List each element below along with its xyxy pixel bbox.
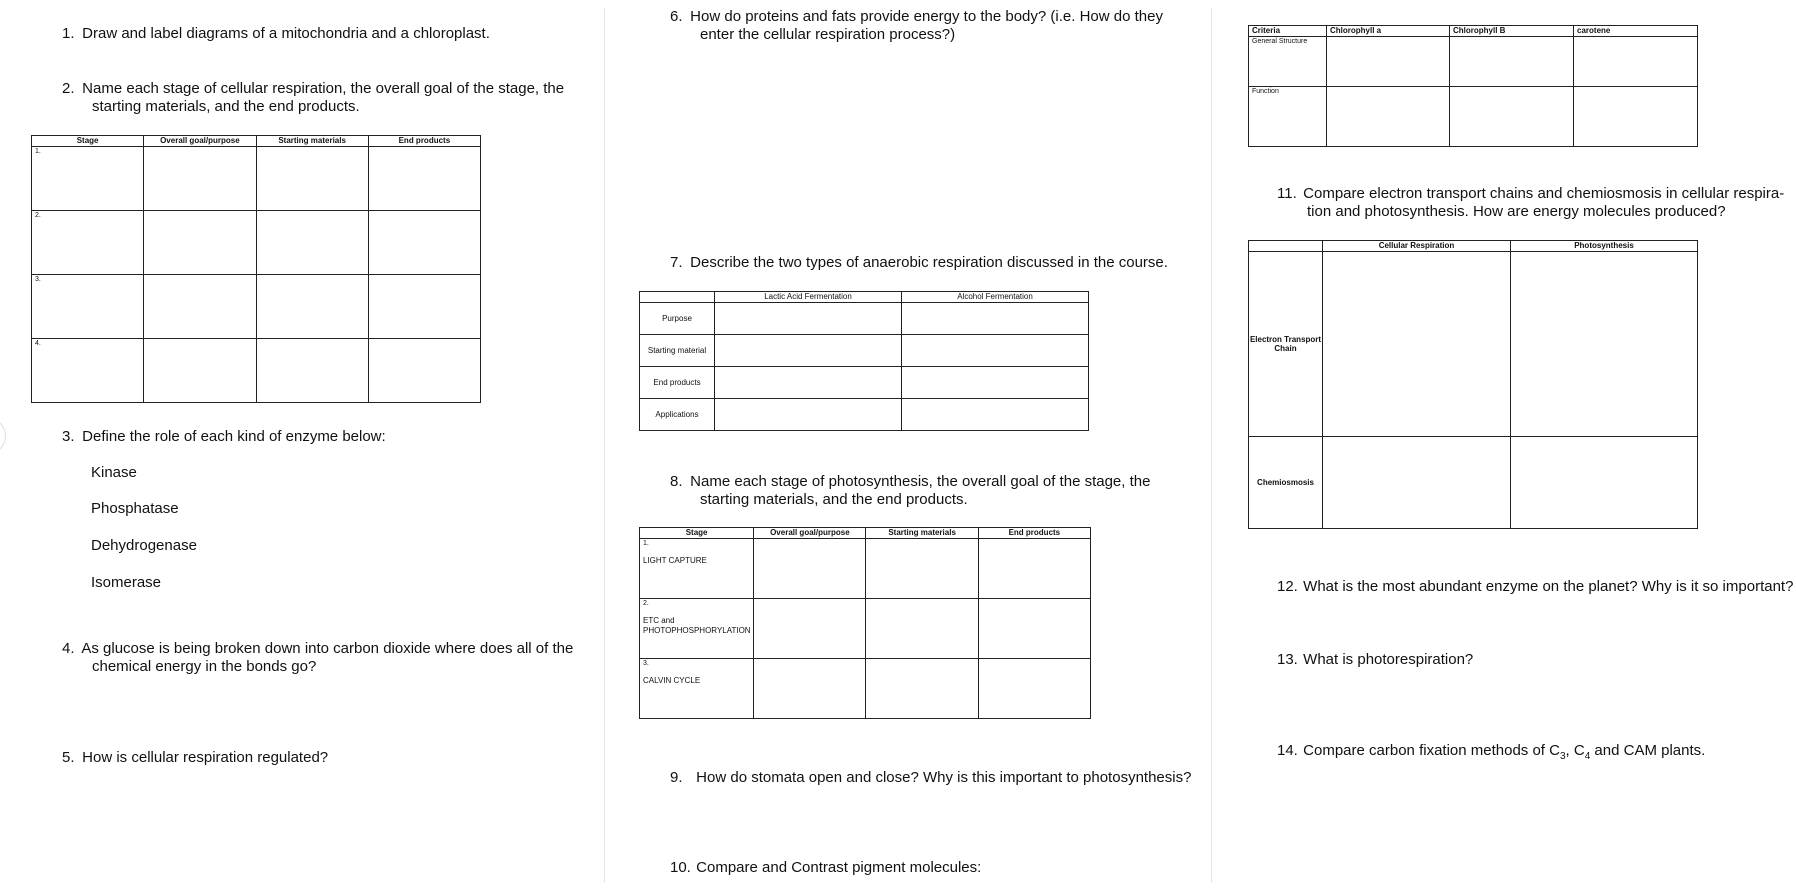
- question-number: 3.: [62, 428, 75, 445]
- header-stage: Stage: [32, 136, 144, 147]
- question-6: [670, 8, 1180, 44]
- answer-cell[interactable]: [866, 539, 978, 599]
- subscript-3: 3: [1559, 751, 1566, 762]
- answer-cell[interactable]: [1574, 37, 1698, 87]
- stage-cell[interactable]: [640, 599, 754, 659]
- answer-cell[interactable]: [1574, 87, 1698, 147]
- question-number: 6.: [670, 8, 683, 25]
- enzyme-kinase: Kinase: [91, 464, 137, 481]
- answer-cell[interactable]: [368, 147, 480, 211]
- row-label-general-structure: [1249, 37, 1327, 87]
- photosynthesis-stages-table: [639, 527, 1091, 719]
- header-blank: [1249, 241, 1323, 252]
- question-text: Define the role of each kind of enzyme below:: [82, 428, 386, 445]
- answer-cell[interactable]: [144, 211, 256, 275]
- question-number: 7.: [670, 254, 683, 271]
- question-1: [62, 25, 490, 43]
- answer-cell[interactable]: [144, 275, 256, 339]
- table-row: [32, 339, 481, 403]
- answer-cell[interactable]: [715, 303, 902, 335]
- answer-cell[interactable]: [978, 599, 1090, 659]
- row-label-function: [1249, 87, 1327, 147]
- table-row: [32, 147, 481, 211]
- question-text: How do stomata open and close? Why is this important to photosynthesis?: [696, 769, 1192, 786]
- table-header-row: [640, 528, 1091, 539]
- answer-cell[interactable]: [715, 399, 902, 431]
- header-carotene: carotene: [1574, 26, 1698, 37]
- header-criteria: Criteria: [1249, 26, 1327, 37]
- header-stage: Stage: [640, 528, 754, 539]
- header-chlorophyll-b: Chlorophyll B: [1450, 26, 1574, 37]
- question-text: What is photorespiration?: [1303, 651, 1474, 668]
- answer-cell[interactable]: [368, 211, 480, 275]
- question-text-line2: starting materials, and the end products.: [700, 491, 968, 508]
- column-divider-2: [1211, 8, 1212, 883]
- question-number: 2.: [62, 80, 75, 97]
- header-end: End products: [368, 136, 480, 147]
- table-header-row: [1249, 26, 1698, 37]
- answer-cell[interactable]: [754, 539, 866, 599]
- table-row: [640, 399, 1089, 431]
- answer-cell[interactable]: [715, 335, 902, 367]
- question-text: What is the most abundant enzyme on the planet? Why is it so important?: [1303, 578, 1794, 595]
- answer-cell[interactable]: [368, 339, 480, 403]
- question-number: 12.: [1277, 578, 1298, 595]
- pigment-comparison-table: [1248, 25, 1698, 147]
- criteria-label: General Structure: [1252, 38, 1308, 45]
- question-number: 14.: [1277, 742, 1298, 759]
- answer-cell[interactable]: [715, 367, 902, 399]
- question-10: [670, 859, 981, 877]
- question-12: [1277, 578, 1793, 596]
- question-number: 1.: [62, 25, 75, 42]
- question-text: How is cellular respiration regulated?: [82, 749, 329, 766]
- answer-cell[interactable]: [256, 147, 368, 211]
- stage-cell[interactable]: [32, 275, 144, 339]
- subscript-4: 4: [1584, 751, 1591, 762]
- answer-cell[interactable]: [256, 211, 368, 275]
- answer-cell[interactable]: [1327, 37, 1450, 87]
- row-number: 3.: [35, 276, 41, 283]
- question-8: [670, 473, 1180, 509]
- table-row: [32, 275, 481, 339]
- answer-cell[interactable]: [866, 599, 978, 659]
- answer-cell[interactable]: [902, 399, 1089, 431]
- stage-cell[interactable]: [640, 659, 754, 719]
- question-number: 5.: [62, 749, 75, 766]
- question-number: 4.: [62, 640, 75, 657]
- table-row: [1249, 252, 1698, 437]
- question-text-line2: tion and photosynthesis. How are energy molecules produced?: [1307, 203, 1726, 220]
- question-text-line2: starting materials, and the end products.: [92, 98, 360, 115]
- question-text: Describe the two types of anaerobic respiration discussed in the course.: [690, 254, 1168, 271]
- column-divider-1: [604, 8, 605, 883]
- table-header-row: [640, 292, 1089, 303]
- answer-cell[interactable]: [902, 367, 1089, 399]
- criteria-label: Function: [1252, 88, 1279, 95]
- question-text-line1: As glucose is being broken down into carbon dioxide where does all of the: [81, 640, 574, 657]
- answer-cell[interactable]: [1323, 437, 1511, 529]
- row-number: 3.: [643, 660, 649, 667]
- table-row: [1249, 37, 1698, 87]
- row-number: 1.: [35, 148, 41, 155]
- enzyme-isomerase: Isomerase: [91, 574, 162, 591]
- row-label-starting-material: Starting material: [640, 335, 715, 367]
- table-row: [640, 367, 1089, 399]
- question-number: 13.: [1277, 651, 1298, 668]
- row-number: 4.: [35, 340, 41, 347]
- question-14: [1277, 742, 1705, 766]
- answer-cell[interactable]: [368, 275, 480, 339]
- header-alcohol: Alcohol Fermentation: [902, 292, 1089, 303]
- row-number: 1.: [643, 540, 649, 547]
- question-text-line1: Name each stage of photosynthesis, the overall goal of the stage, the: [690, 473, 1151, 490]
- header-photosynthesis: Photosynthesis: [1511, 241, 1698, 252]
- question-number: 10.: [670, 859, 691, 876]
- answer-cell[interactable]: [902, 303, 1089, 335]
- stage-name: CALVIN CYCLE: [643, 676, 701, 685]
- stage-name: ETC and PHOTOPHOSPHORYLATION: [643, 616, 751, 635]
- table-row: [640, 539, 1091, 599]
- question-number: 11.: [1277, 185, 1297, 202]
- question-text: Draw and label diagrams of a mitochondria and a chloroplast.: [82, 25, 490, 42]
- question-text-line1: How do proteins and fats provide energy to the body? (i.e. How do they: [690, 8, 1163, 25]
- answer-cell[interactable]: [256, 339, 368, 403]
- question-13: [1277, 651, 1473, 669]
- header-goal: Overall goal/purpose: [144, 136, 256, 147]
- question-text-line2: chemical energy in the bonds go?: [92, 658, 317, 675]
- question-text-comma: , C: [1565, 742, 1585, 759]
- table-row: [1249, 437, 1698, 529]
- answer-cell[interactable]: [978, 539, 1090, 599]
- enzyme-phosphatase: Phosphatase: [91, 500, 179, 517]
- question-3: [62, 428, 386, 446]
- question-9: [670, 769, 1191, 787]
- question-text-a: Compare carbon fixation methods of C: [1303, 742, 1560, 759]
- header-end: End products: [978, 528, 1090, 539]
- header-goal: Overall goal/purpose: [754, 528, 866, 539]
- etc-chemiosmosis-table: [1248, 240, 1698, 529]
- row-label-end-products: End products: [640, 367, 715, 399]
- table-row: [640, 659, 1091, 719]
- question-4: [62, 640, 582, 676]
- question-text-line2: enter the cellular respiration process?): [700, 26, 956, 43]
- header-starting: Starting materials: [866, 528, 978, 539]
- row-label-purpose: Purpose: [640, 303, 715, 335]
- enzyme-dehydrogenase: Dehydrogenase: [91, 537, 197, 554]
- answer-cell[interactable]: [1327, 87, 1450, 147]
- row-number: 2.: [35, 212, 41, 219]
- question-number: 9.: [670, 769, 683, 786]
- answer-cell[interactable]: [144, 339, 256, 403]
- answer-cell[interactable]: [144, 147, 256, 211]
- table-row: [1249, 87, 1698, 147]
- question-2: [62, 80, 582, 116]
- question-number: 8.: [670, 473, 683, 490]
- row-label-etc: Electron Transport Chain: [1249, 252, 1323, 437]
- table-row: [32, 211, 481, 275]
- header-starting: Starting materials: [256, 136, 368, 147]
- table-header-row: [32, 136, 481, 147]
- stage-cell[interactable]: [32, 211, 144, 275]
- row-number: 2.: [643, 600, 649, 607]
- question-11: [1277, 185, 1796, 221]
- question-7: [670, 254, 1168, 272]
- header-blank: [640, 292, 715, 303]
- answer-cell[interactable]: [754, 599, 866, 659]
- answer-cell[interactable]: [978, 659, 1090, 719]
- question-text: Compare and Contrast pigment molecules:: [696, 859, 982, 876]
- table-row: [640, 599, 1091, 659]
- stage-cell[interactable]: [32, 339, 144, 403]
- answer-cell[interactable]: [1450, 37, 1574, 87]
- respiration-stages-table: [31, 135, 481, 403]
- page-edge-arc: [0, 418, 6, 454]
- answer-cell[interactable]: [866, 659, 978, 719]
- anaerobic-respiration-table: [639, 291, 1089, 431]
- question-text-line1: Compare electron transport chains and chemiosmosis in cellular respira-: [1303, 185, 1785, 202]
- table-row: [640, 303, 1089, 335]
- table-header-row: [1249, 241, 1698, 252]
- question-text-line1: Name each stage of cellular respiration, the overall goal of the stage, the: [82, 80, 565, 97]
- stage-name: LIGHT CAPTURE: [643, 556, 707, 565]
- question-5: [62, 749, 328, 767]
- header-lactic: Lactic Acid Fermentation: [715, 292, 902, 303]
- row-label-applications: Applications: [640, 399, 715, 431]
- stage-cell[interactable]: [32, 147, 144, 211]
- header-cellular-respiration: Cellular Respiration: [1323, 241, 1511, 252]
- header-chlorophyll-a: Chlorophyll a: [1327, 26, 1450, 37]
- row-label-chemiosmosis: Chemiosmosis: [1249, 437, 1323, 529]
- answer-cell[interactable]: [1511, 252, 1698, 437]
- answer-cell[interactable]: [902, 335, 1089, 367]
- stage-cell[interactable]: [640, 539, 754, 599]
- answer-cell[interactable]: [754, 659, 866, 719]
- answer-cell[interactable]: [1323, 252, 1511, 437]
- answer-cell[interactable]: [1450, 87, 1574, 147]
- table-row: [640, 335, 1089, 367]
- answer-cell[interactable]: [256, 275, 368, 339]
- answer-cell[interactable]: [1511, 437, 1698, 529]
- question-text-b: and CAM plants.: [1590, 742, 1706, 759]
